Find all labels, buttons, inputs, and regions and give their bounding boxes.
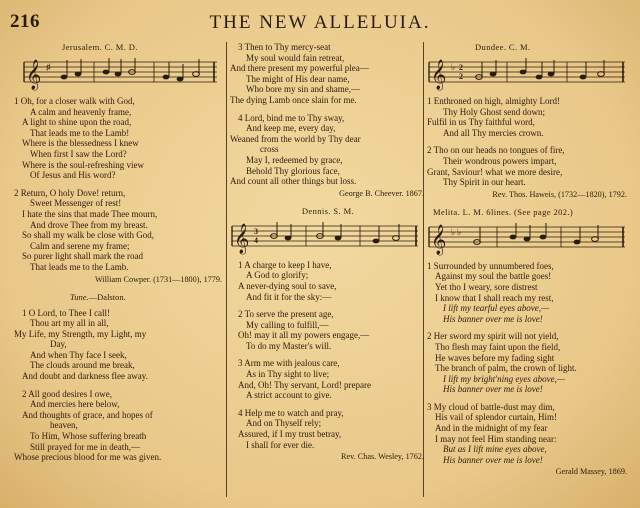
lyric-line: 2 Her sword my spirit will not yield, [427,331,559,342]
page-number: 216 [10,11,40,32]
hymn-attribution: George B. Cheever. 1867. [339,188,424,198]
lyric-line: A light to shine upon the road, [22,117,132,128]
lyric-line: Calm and serene my frame; [30,240,130,251]
column-left [14,42,224,502]
lyric-line: I hate the sins that made Thee mourn, [22,208,158,219]
lyric-line: I know that I shall reach my rest, [435,292,554,303]
lyric-line: And in the midnight of my fear [435,423,548,434]
lyric-line: When first I saw the Lord? [30,148,127,159]
lyric-line: 4 Lord, bind me to Thy sway, [238,112,345,123]
lyric-line: Against my soul the battle goes! [435,271,552,282]
svg-text:𝄞: 𝄞 [234,223,250,254]
hymn-stanza [427,402,629,466]
lyric-line: 3 Then to Thy mercy-seat [238,42,331,52]
lyric-line: His banner over me is love! [443,454,543,465]
lyric-line: 2 Return, O holy Dove! return, [14,187,126,198]
tune-name: Dundee. C. M. [475,42,531,52]
hymn-attribution: Gerald Massey, 1869. [555,467,627,477]
lyric-line: I may not feel Him standing near: [435,433,557,444]
lyric-line: And thoughts of grace, and hopes of [22,409,153,420]
hymn-stanza [14,308,224,382]
lyric-line: heaven, [50,420,78,431]
column-divider [226,42,227,497]
column-right [427,42,629,502]
lyric-line: And when Thy face I seek, [30,349,127,360]
lyric-line: Their wondrous powers impart, [443,155,557,166]
svg-text:3: 3 [254,226,258,236]
lyric-line: Assured, if I my trust betray, [238,429,342,440]
svg-text:2: 2 [459,63,463,72]
svg-text:𝄞: 𝄞 [431,224,447,255]
lyric-line: Where is the blessedness I knew [22,138,139,149]
lyric-line: cross [260,144,279,155]
lyric-line: But as I lift mine eyes above, [443,444,547,455]
lyric-line: 1 Surrounded by unnumbered foes, [427,260,554,271]
lyric-line: Of Jesus and His word? [30,170,116,181]
lyric-line: 1 A charge to keep I have, [238,259,332,270]
lyric-line: And drove Thee from my breast. [30,219,148,230]
music-staff [14,54,219,92]
lyric-line: That leads me to the Lamb! [30,127,130,138]
lyric-line: I shall for ever die. [246,439,315,450]
svg-text:𝄞: 𝄞 [26,60,42,90]
lyric-line: I lift my tearful eyes above,— [443,303,549,314]
svg-text:𝄞: 𝄞 [431,60,447,90]
lyric-line: Tho flesh may faint upon the field, [435,341,561,352]
hymn-stanza [14,96,224,181]
lyric-line: Thou art my all in all, [30,318,109,329]
lyric-line: Thy Spirit in our heart. [443,177,526,188]
hymn-attribution: Rev. Chas. Wesley, 1762. [341,452,424,462]
hymn-stanza [427,261,629,325]
lyric-line: Whose precious blood for me was given. [14,452,162,463]
hymn-stanza [230,358,426,400]
lyric-line: And there present my powerful plea— [230,63,369,74]
svg-text:♭: ♭ [451,226,456,237]
lyric-line: 2 To serve the present age, [238,309,334,320]
hymn-stanza [14,188,224,273]
lyric-line: A strict account to give. [246,390,332,401]
hymn-stanza [230,260,426,302]
lyric-line: My Life, my Strength, my Light, my [14,328,147,339]
hymn-stanza [230,408,426,450]
lyric-line: His vail of splendor curtain, Him! [435,412,557,423]
lyric-line: The branch of palm, the crown of light. [435,363,577,374]
lyric-line: 3 My cloud of battle-dust may dim, [427,401,555,412]
lyric-line: As in Thy sight to live; [246,369,330,380]
lyric-line: Sweet Messenger of rest! [30,198,122,209]
lyric-line: 4 Help me to watch and pray, [238,407,344,418]
lyric-line: 1 Enthroned on high, almighty Lord! [427,96,560,106]
hymn-stanza [230,113,426,187]
lyric-line: Day, [50,339,67,350]
music-staff [427,54,627,92]
lyric-line: To Him, Whose suffering breath [30,431,147,442]
lyric-line: And keep me, every day, [246,123,336,134]
lyric-line: Fulfil in us Thy faithful word, [427,117,535,128]
lyric-line: 3 Arm me with jealous care, [238,358,340,369]
lyric-line: 1 Oh, for a closer walk with God, [14,96,135,106]
lyric-line: So shall my walk be close with God, [22,230,154,241]
hymn-stanza [230,309,426,351]
lyric-line: And, Oh! Thy servant, Lord! prepare [238,379,372,390]
lyric-line: My soul would fain retreat, [246,52,345,63]
lyric-line: A God to glorify; [246,270,309,281]
lyric-line: Who bore my sin and shame,— [246,84,360,95]
hymn-stanza [230,42,426,106]
lyric-line: A never-dying soul to save, [238,280,337,291]
music-staff [230,218,420,256]
lyric-line: The dying Lamb once slain for me. [230,94,357,105]
tune-name: Dennis. S. M. [301,205,355,216]
lyric-line: And doubt and darkness flee away. [22,371,148,382]
hymn-stanza [14,389,224,463]
tune-name: Melita. L. M. 6lines. (See page 202.) [433,206,574,217]
lyric-line: His banner over me is love! [443,313,543,324]
lyric-line: So purer light shall mark the road [22,251,143,262]
lyric-line: 2 Tho on our heads no tongues of fire, [427,145,565,156]
lyric-line: He waves before my fading sight [435,352,555,363]
lyric-line: Thy Holy Ghost send down; [443,106,545,117]
lyric-line: Oh! may it all my powers engage,— [238,330,370,341]
lyric-line: May I, redeemed by grace, [246,154,343,165]
tune-name: Jerusalem. C. M. D. [62,42,138,52]
lyric-line: And count all other things but loss. [230,176,357,187]
lyric-line: 2 All good desires I owe, [22,388,112,399]
alternate-tune [70,292,224,302]
page-title: THE NEW ALLELUIA. [209,12,431,33]
music-staff [427,219,627,257]
lyric-line: The might of His dear name, [246,73,350,84]
lyric-line: And on Thyself rely; [246,418,322,429]
hymn-stanza [427,331,629,395]
hymn-stanza [427,96,629,138]
tune-label: Tune. [70,291,89,302]
hymn-stanza [427,145,629,187]
lyric-line: To do my Master's will. [246,340,332,351]
lyric-line: A calm and heavenly frame, [30,106,132,117]
svg-text:4: 4 [254,235,258,245]
svg-text:♭: ♭ [451,62,456,72]
lyric-line: And mercies here below, [30,399,120,410]
lyric-line: Weaned from the world by Thy dear [230,133,361,144]
lyric-line: Where is the soul-refreshing view [22,159,144,170]
hymn-attribution: William Cowper. (1731—1800), 1779. [94,274,222,284]
lyric-line: I lift my bright'ning eyes above,— [443,373,565,384]
column-middle [230,42,426,502]
hymn-attribution: Rev. Thos. Haweis, (1732—1820), 1792. [492,189,627,199]
lyric-line: 1 O Lord, to Thee I call! [22,307,111,318]
lyric-line: His banner over me is love! [443,384,543,395]
tune-name: —Dalston. [88,291,126,302]
lyric-line: Grant, Saviour! what we more desire, [427,166,563,177]
lyric-line: Behold Thy glorious face, [246,165,340,176]
lyric-line: The clouds around me break, [30,360,135,371]
svg-text:2: 2 [459,72,463,81]
lyric-line: And all Thy mercies crown. [443,127,544,138]
lyric-line: My calling to fulfill,— [246,319,329,330]
svg-text:♯: ♯ [46,62,51,72]
lyric-line: And fit it for the sky:— [246,291,332,302]
lyric-line: Yet tho I weary, sore distrest [435,281,538,292]
svg-text:♭: ♭ [457,226,462,237]
lyric-line: That leads me to the Lamb. [30,261,129,272]
lyric-line: Still prayed for me in death,— [30,441,140,452]
